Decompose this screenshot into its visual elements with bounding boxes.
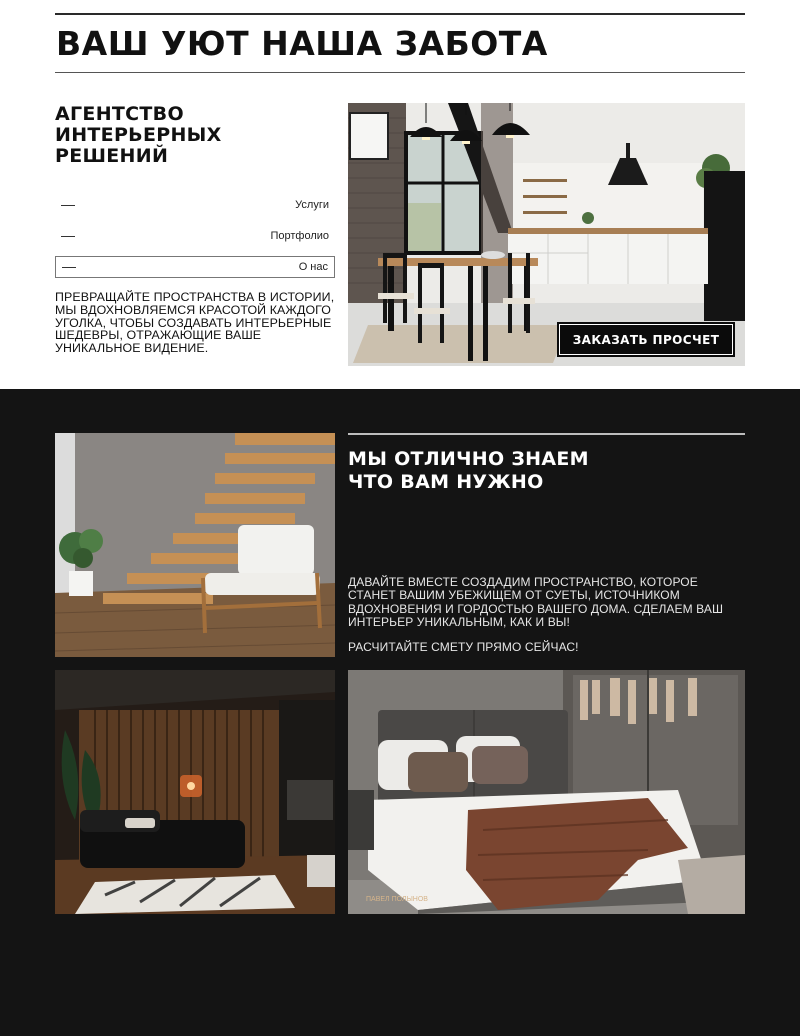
- stairs-armchair-image: [55, 433, 335, 657]
- title-divider: [55, 72, 745, 73]
- bedroom-image: [348, 670, 745, 914]
- nav-item-label: О нас: [298, 261, 328, 273]
- stairs-illustration: [55, 433, 335, 657]
- nav-item-label: Портфолио: [270, 230, 329, 242]
- dash-icon: [62, 267, 76, 268]
- agency-line-1: АГЕНТСТВО: [55, 103, 184, 125]
- dash-icon: [61, 236, 75, 237]
- section-description: ДАВАЙТЕ ВМЕСТЕ СОЗДАДИМ ПРОСТРАНСТВО, КОТОРОЕ СТАНЕТ ВАШИМ УБЕЖИЩЕМ ОТ СУЕТЫ, ИСТОЧНИКОМ ВДОХНОВЕНИЯ И ГОРДОСТЬЮ ВАШЕГО ДОМА. СДЕЛАЕМ ВАШ ИНТЕРЬЕР УНИКАЛЬНЫМ, КАК И ВЫ!: [348, 575, 724, 629]
- bedroom-illustration: [348, 670, 745, 914]
- page-title: ВАШ УЮТ НАША ЗАБОТА: [56, 24, 548, 63]
- agency-line-2: ИНТЕРЬЕРНЫХ: [55, 124, 222, 146]
- section-heading-line-1: МЫ ОТЛИЧНО ЗНАЕМ: [348, 448, 589, 470]
- agency-line-3: РЕШЕНИЙ: [55, 145, 169, 167]
- dark-bedroom-illustration: [55, 670, 335, 914]
- dash-icon: [61, 205, 75, 206]
- photographer-watermark: ПАВЕЛ ПОЛЫНОВ: [366, 896, 428, 903]
- section-divider: [348, 433, 745, 435]
- estimate-cta-text: РАСЧИТАЙТЕ СМЕТУ ПРЯМО СЕЙЧАС!: [348, 640, 579, 654]
- nav-item-portfolio[interactable]: [55, 225, 335, 247]
- hero-section: [0, 0, 800, 389]
- top-divider: [55, 13, 745, 15]
- agency-heading: [55, 104, 295, 167]
- nav-item-label: Услуги: [295, 199, 329, 211]
- main-nav: [55, 194, 335, 287]
- nav-item-services[interactable]: [55, 194, 335, 216]
- section-heading-line-2: ЧТО ВАМ НУЖНО: [348, 471, 544, 493]
- intro-text: ПРЕВРАЩАЙТЕ ПРОСТРАНСТВА В ИСТОРИИ, МЫ ВДОХНОВЛЯЕМСЯ КРАСОТОЙ КАЖДОГО УГОЛКА, ЧТОБЫ СОЗДАВАТЬ ИНТЕРЬЕРНЫЕ ШЕДЕВРЫ, ОТРАЖАЮЩИЕ ВАШЕ УНИКАЛЬНОЕ ВИДЕНИЕ.: [55, 290, 335, 356]
- order-estimate-button[interactable]: ЗАКАЗАТЬ ПРОСЧЕТ: [559, 324, 733, 355]
- nav-item-about[interactable]: [55, 256, 335, 278]
- section-heading: [348, 448, 745, 494]
- dark-bedroom-image: [55, 670, 335, 914]
